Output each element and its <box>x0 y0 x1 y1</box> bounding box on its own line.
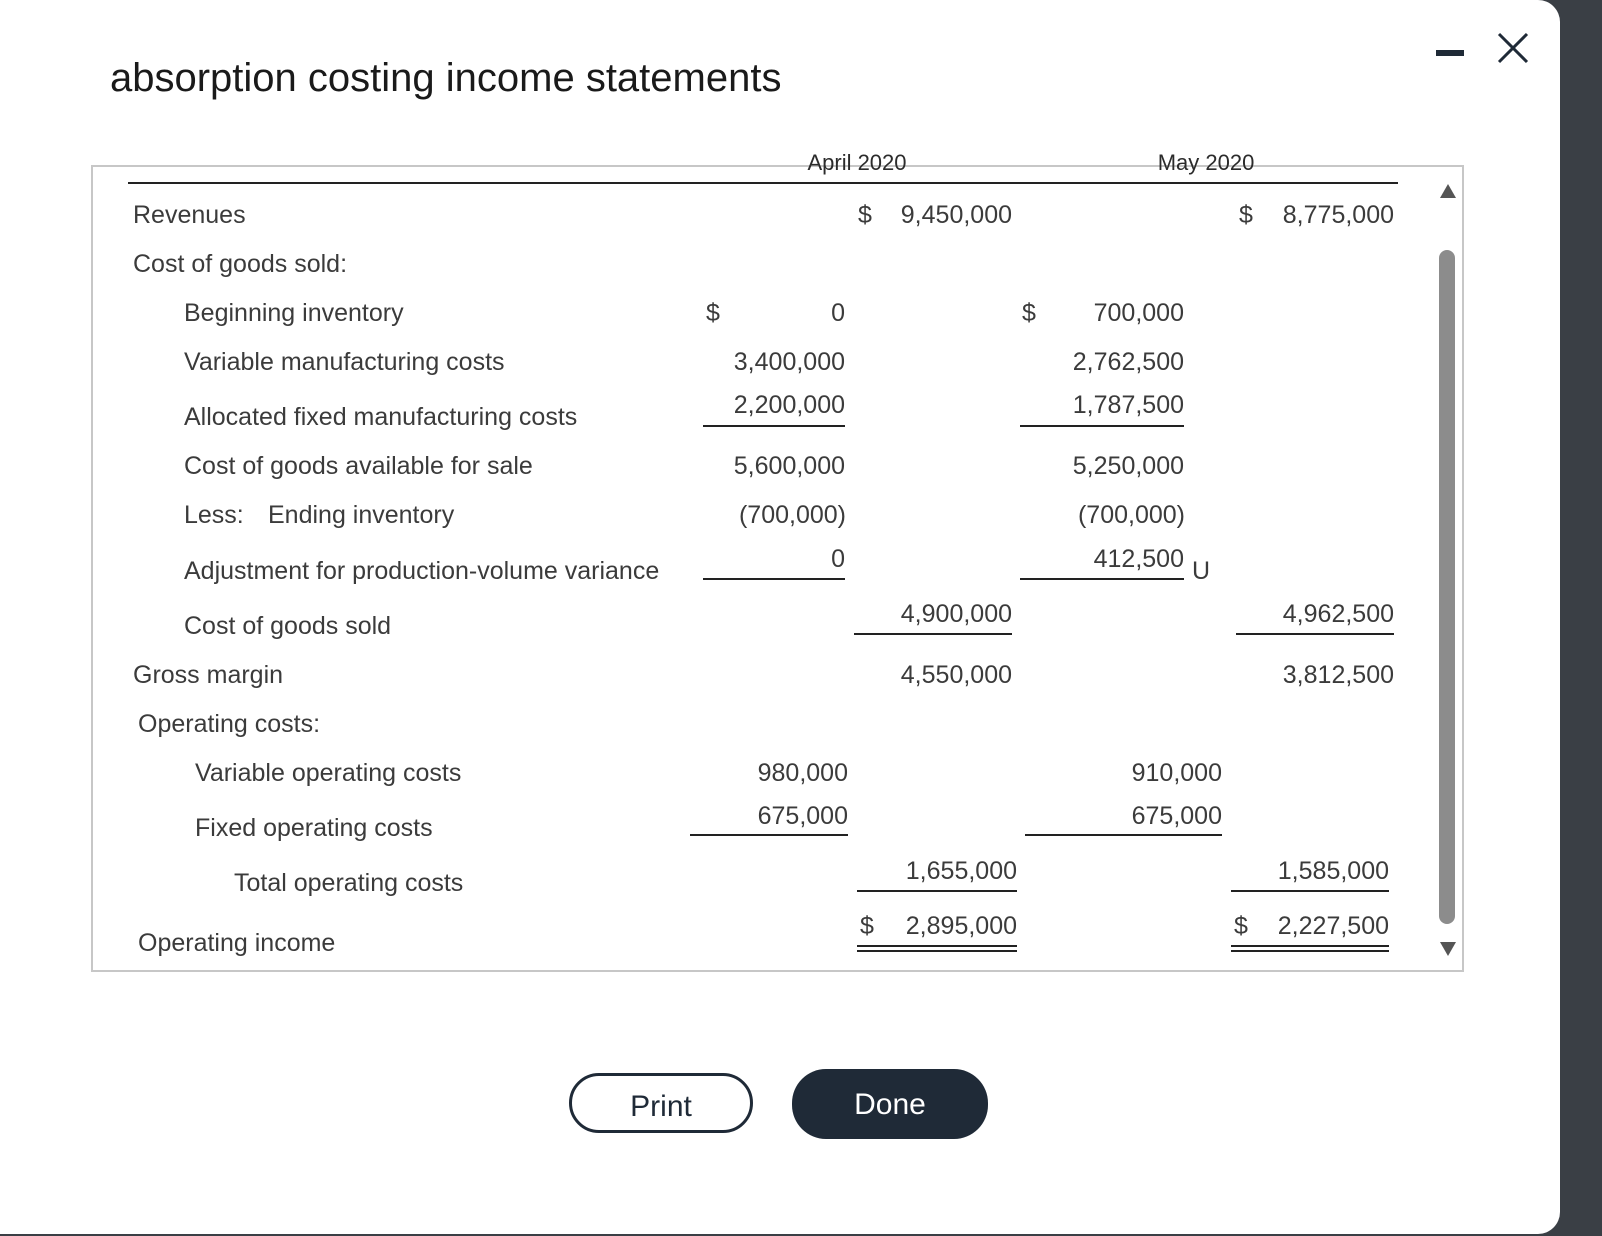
scroll-up-arrow-icon[interactable] <box>1440 184 1456 198</box>
pvv-adjustment-label: Adjustment for production-volume variance <box>184 557 660 585</box>
currency-symbol: $ <box>858 201 872 229</box>
april-operating-income: 2,895,000 <box>905 912 1017 940</box>
currency-symbol: $ <box>706 299 720 327</box>
april-cogs: 4,900,000 <box>900 600 1012 628</box>
april-variable-operating-costs: 980,000 <box>757 759 848 787</box>
ending-inventory-label: Ending inventory <box>268 501 455 529</box>
dialog-title: absorption costing income statements <box>110 56 782 100</box>
double-underline <box>857 945 1017 947</box>
april-total-operating-costs: 1,655,000 <box>905 857 1017 885</box>
cogs-label: Cost of goods sold <box>184 612 392 640</box>
subtotal-underline <box>1231 890 1389 892</box>
done-button[interactable]: Done <box>792 1069 988 1139</box>
april-ending-inventory: (700,000) <box>738 501 846 529</box>
may-beginning-inventory: 700,000 <box>1093 299 1184 327</box>
subtotal-underline <box>690 834 848 836</box>
cogs-section-label: Cost of goods sold: <box>133 250 348 278</box>
double-underline <box>1231 945 1389 947</box>
may-revenues: 8,775,000 <box>1282 201 1394 229</box>
double-underline <box>1231 950 1389 952</box>
may-allocated-fixed-mfg: 1,787,500 <box>1072 391 1184 419</box>
april-beginning-inventory: 0 <box>831 299 845 327</box>
gross-margin-label: Gross margin <box>133 661 284 689</box>
less-label: Less: <box>184 501 244 529</box>
april-allocated-fixed-mfg: 2,200,000 <box>733 391 845 419</box>
april-pvv-adjustment: 0 <box>831 545 845 573</box>
april-goods-available: 5,600,000 <box>733 452 845 480</box>
subtotal-underline <box>857 890 1017 892</box>
may-variable-operating-costs: 910,000 <box>1131 759 1222 787</box>
subtotal-underline <box>1020 425 1184 427</box>
april-gross-margin: 4,550,000 <box>900 661 1012 689</box>
operating-income-label: Operating income <box>138 929 336 957</box>
column-header-april: April 2020 <box>807 150 907 175</box>
subtotal-underline <box>1236 633 1394 635</box>
variable-mfg-costs-label: Variable manufacturing costs <box>184 348 505 376</box>
subtotal-underline <box>854 633 1012 635</box>
april-fixed-operating-costs: 675,000 <box>757 802 848 830</box>
currency-symbol: $ <box>1239 201 1253 229</box>
subtotal-underline <box>703 578 845 580</box>
may-variable-mfg-costs: 2,762,500 <box>1072 348 1184 376</box>
allocated-fixed-mfg-label: Allocated fixed manufacturing costs <box>184 403 578 431</box>
currency-symbol: $ <box>1022 299 1036 327</box>
beginning-inventory-label: Beginning inventory <box>184 299 404 327</box>
subtotal-underline <box>1020 578 1184 580</box>
background-edge <box>1560 0 1600 1234</box>
may-total-operating-costs: 1,585,000 <box>1277 857 1389 885</box>
april-revenues: 9,450,000 <box>900 201 1012 229</box>
currency-symbol: $ <box>860 912 874 940</box>
may-pvv-adjustment: 412,500 <box>1093 545 1184 573</box>
vertical-scrollbar-thumb[interactable] <box>1439 250 1455 924</box>
subtotal-underline <box>1025 834 1222 836</box>
variable-operating-costs-label: Variable operating costs <box>195 759 462 787</box>
statement-scroll-panel[interactable] <box>91 150 1464 972</box>
column-header-may: May 2020 <box>1157 150 1255 175</box>
may-cogs: 4,962,500 <box>1282 600 1394 628</box>
operating-costs-section-label: Operating costs: <box>138 710 321 738</box>
may-operating-income: 2,227,500 <box>1277 912 1389 940</box>
subtotal-underline <box>703 425 845 427</box>
total-operating-costs-label: Total operating costs <box>234 869 464 897</box>
april-variable-mfg-costs: 3,400,000 <box>733 348 845 376</box>
may-goods-available: 5,250,000 <box>1072 452 1184 480</box>
double-underline <box>857 950 1017 952</box>
fixed-operating-costs-label: Fixed operating costs <box>195 814 433 842</box>
scroll-down-arrow-icon[interactable] <box>1440 942 1456 956</box>
header-rule <box>128 182 1398 184</box>
currency-symbol: $ <box>1234 912 1248 940</box>
print-button[interactable]: Print <box>569 1073 753 1133</box>
goods-available-label: Cost of goods available for sale <box>184 452 533 480</box>
may-ending-inventory: (700,000) <box>1077 501 1185 529</box>
revenues-label: Revenues <box>133 201 246 229</box>
may-gross-margin: 3,812,500 <box>1282 661 1394 689</box>
may-fixed-operating-costs: 675,000 <box>1131 802 1222 830</box>
unfavorable-flag: U <box>1192 557 1211 585</box>
